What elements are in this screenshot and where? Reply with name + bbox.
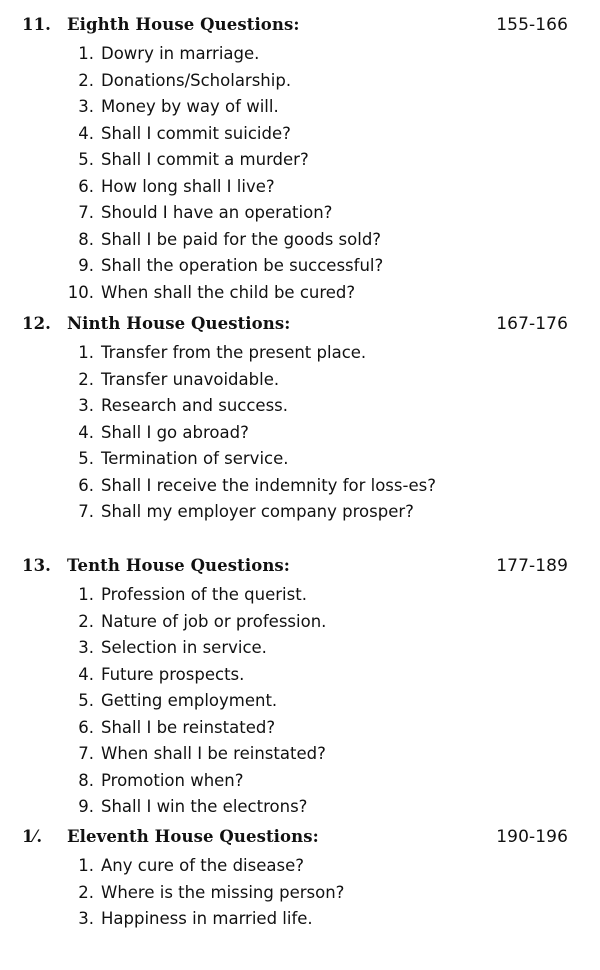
list-item [0, 853, 600, 880]
item-number: 5. [78, 691, 94, 710]
section-number: 12. [22, 314, 52, 333]
item-text: Shall I be reinstated? [101, 717, 276, 737]
item-number: 6. [78, 717, 94, 737]
item-text: Money by way of will. [101, 97, 279, 116]
item-number: 9. [78, 797, 94, 816]
item-number: 8. [78, 770, 94, 790]
item-text: Any cure of the disease? [101, 856, 304, 875]
item-number: 2. [78, 882, 94, 902]
item-text: Research and success. [101, 396, 289, 415]
section-tenth-house [0, 556, 600, 821]
question-list [0, 582, 600, 821]
item-number: 10. [67, 282, 94, 302]
question-list [0, 41, 600, 306]
section-title: Ninth House Questions: [67, 314, 291, 333]
item-text: Shall I win the electrons? [101, 797, 308, 816]
item-number: 1. [78, 856, 94, 875]
list-item [0, 446, 600, 473]
list-item [0, 715, 600, 742]
item-text: Getting employment. [101, 691, 278, 710]
list-item [0, 794, 600, 821]
list-item [0, 94, 600, 121]
item-text: Future prospects. [101, 664, 245, 684]
item-text: Selection in service. [101, 638, 267, 657]
list-item [0, 688, 600, 715]
section-heading [0, 15, 600, 41]
item-text: How long shall I live? [101, 176, 275, 196]
list-item [0, 582, 600, 609]
list-item [0, 906, 600, 933]
item-text: Shall I be paid for the goods sold? [101, 229, 382, 249]
list-item [0, 340, 600, 367]
item-text: Shall I go abroad? [101, 422, 249, 442]
list-item [0, 227, 600, 254]
list-item [0, 473, 600, 500]
item-number: 5. [78, 449, 94, 468]
section-page-range: 155-166 [496, 15, 568, 35]
question-list [0, 340, 600, 526]
item-number: 7. [78, 203, 94, 222]
section-eleventh-house [0, 827, 600, 933]
list-item [0, 662, 600, 689]
item-text: Shall my employer company prosper? [101, 502, 414, 521]
list-item [0, 280, 600, 307]
item-text: When shall the child be cured? [101, 282, 356, 302]
list-item [0, 121, 600, 148]
question-list [0, 853, 600, 933]
item-number: 2. [78, 70, 94, 90]
item-text: Shall I commit suicide? [101, 123, 291, 143]
list-item [0, 880, 600, 907]
list-item [0, 741, 600, 768]
item-text: Shall the operation be successful? [101, 256, 384, 275]
section-page-range: 190-196 [496, 827, 568, 847]
item-number: 6. [78, 176, 94, 196]
item-text: Happiness in married life. [101, 909, 313, 928]
section-title: Tenth House Questions: [67, 556, 290, 575]
section-number: 13. [22, 556, 52, 575]
list-item [0, 367, 600, 394]
item-number: 1. [78, 44, 94, 63]
item-text: Transfer unavoidable. [101, 369, 280, 389]
item-number: 9. [78, 256, 94, 275]
section-heading [0, 556, 600, 582]
section-title: Eighth House Questions: [67, 15, 300, 34]
item-text: Promotion when? [101, 770, 244, 790]
section-title: Eleventh House Questions: [67, 827, 319, 846]
list-item [0, 68, 600, 95]
item-number: 4. [78, 664, 94, 684]
item-text: Donations/Scholarship. [101, 70, 292, 90]
item-text: Profession of the querist. [101, 585, 307, 604]
item-number: 2. [78, 611, 94, 631]
item-number: 4. [78, 123, 94, 143]
item-number: 6. [78, 475, 94, 495]
section-heading [0, 827, 600, 853]
section-number: 1⁄. [22, 827, 43, 846]
list-item [0, 253, 600, 280]
item-number: 4. [78, 422, 94, 442]
list-item [0, 174, 600, 201]
item-text: Dowry in marriage. [101, 44, 260, 63]
item-text: Nature of job or profession. [101, 611, 327, 631]
item-number: 3. [78, 97, 94, 116]
list-item [0, 499, 600, 526]
list-item [0, 200, 600, 227]
list-item [0, 420, 600, 447]
item-number: 3. [78, 638, 94, 657]
list-item [0, 609, 600, 636]
item-number: 3. [78, 396, 94, 415]
list-item [0, 147, 600, 174]
list-item [0, 393, 600, 420]
item-number: 1. [78, 585, 94, 604]
section-eighth-house [0, 15, 600, 306]
item-text: Termination of service. [101, 449, 289, 468]
item-number: 7. [78, 744, 94, 763]
item-text: Transfer from the present place. [101, 343, 367, 362]
section-number: 11. [22, 15, 52, 34]
item-text: Shall I receive the indemnity for loss-es? [101, 475, 436, 495]
item-text: When shall I be reinstated? [101, 744, 326, 763]
item-number: 5. [78, 150, 94, 169]
section-ninth-house [0, 314, 600, 526]
item-text: Where is the missing person? [101, 882, 345, 902]
item-number: 3. [78, 909, 94, 928]
item-text: Shall I commit a murder? [101, 150, 309, 169]
section-heading [0, 314, 600, 340]
item-number: 1. [78, 343, 94, 362]
item-number: 2. [78, 369, 94, 389]
item-text: Should I have an operation? [101, 203, 333, 222]
section-page-range: 177-189 [496, 556, 568, 576]
item-number: 7. [78, 502, 94, 521]
list-item [0, 41, 600, 68]
list-item [0, 768, 600, 795]
section-page-range: 167-176 [496, 314, 568, 334]
item-number: 8. [78, 229, 94, 249]
list-item [0, 635, 600, 662]
